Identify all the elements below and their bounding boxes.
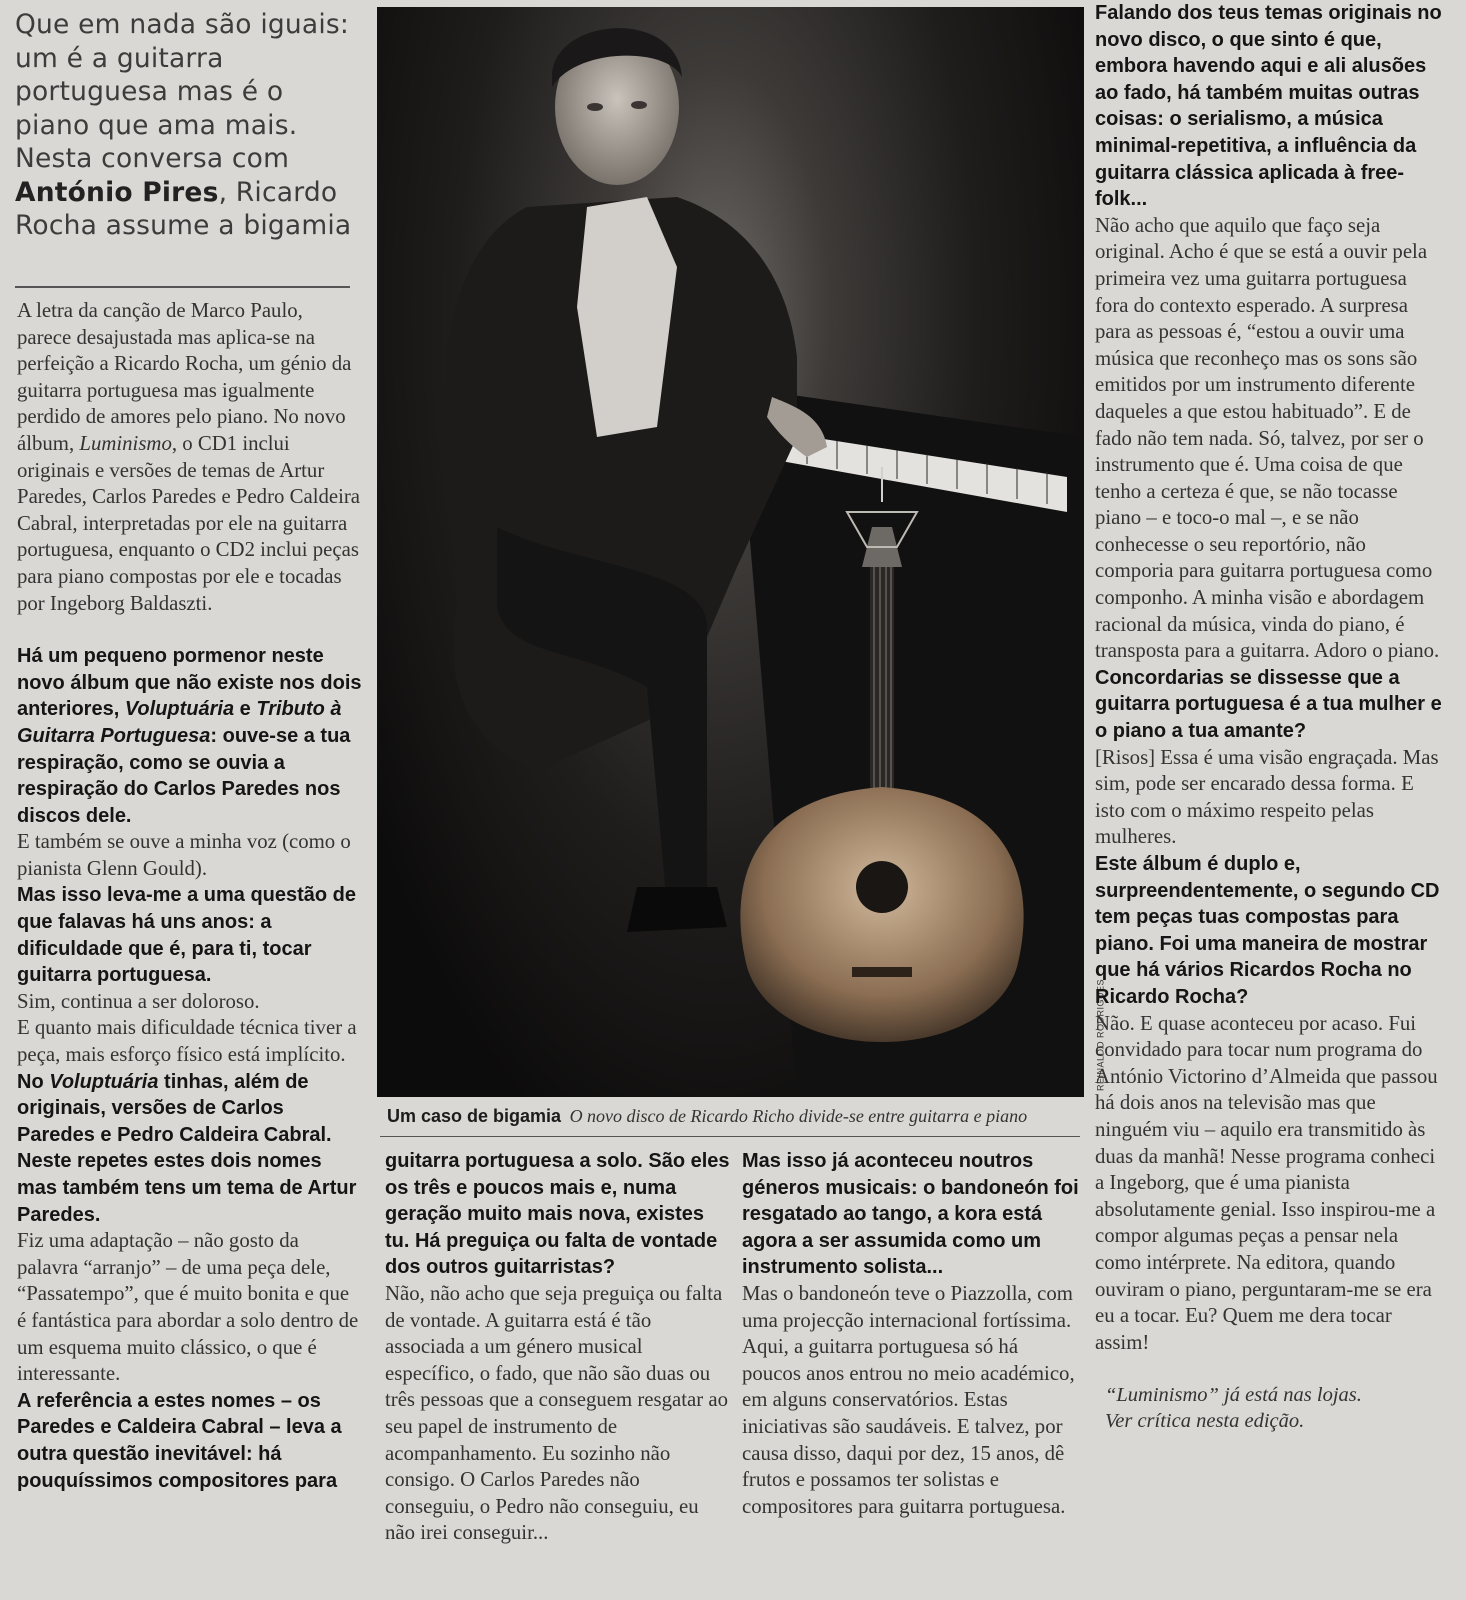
question: Concordarias se dissesse que a guitarra portuguesa é a tua mulher e o piano a tua amante?	[1095, 666, 1442, 743]
question: A referência a estes nomes – os Paredes e Caldeira Cabral – leva a outra questão inevitável: há pouquíssimos compositores para	[17, 1389, 342, 1492]
album-title: Luminismo	[79, 431, 172, 455]
answer: Não. E quase aconteceu por acaso. Fui convidado para tocar num programa do António Victorino d’Almeida que passou há dois anos na televisão mas que ninguém viu – aquilo era transmitido às duas da manhã! Nesse programa conheci a Ingeborg, que é uma pianista absolutamente genial. Isso inspirou-me a compor algumas peças a pensar nela como intérprete. Na editora, quando ouviram o piano, perguntaram-me se era eu a tocar. Eu? Quem me dera tocar assim!	[1095, 1011, 1438, 1354]
answer: Fiz uma adaptação – não gosto da palavra “arranjo” – de uma peça dele, “Passatempo”, que é muito bonita e que é fantástica para abordar a solo dentro de um esquema muito clássico, o que é interessante.	[17, 1229, 359, 1386]
lead-paragraph: A letra da canção de Marco Paulo, parece desajustada mas aplica-se na perfeição a Ricardo Rocha, um génio da guitarra portuguesa mas igualmente perdido de amores pelo piano. No novo álbum, Luminismo, o CD1 inclui originais e versões de temas de Artur Paredes, Carlos Paredes e Pedro Caldeira Cabral, interpretadas por ele na guitarra portuguesa, enquanto o CD2 inclui peças para piano compostas por ele e tocadas por Ingeborg Baldaszti.	[17, 299, 361, 615]
answer: E também se ouve a minha voz (como o pianista Glenn Gould).	[17, 830, 351, 880]
answer: Mas o bandoneón teve o Piazzolla, com uma projecção internacional fortíssima. Aqui, a guitarra portuguesa só há poucos anos entrou no meio académico, em alguns conservatórios. Estas iniciativas são saudáveis. E talvez, por causa disso, daqui por dez, 15 anos, dê frutos e possamos ter solistas e compositores para guitarra portuguesa.	[742, 1281, 1075, 1518]
caption-title: Um caso de bigamia	[387, 1106, 562, 1126]
column-4	[1095, 0, 1445, 1434]
question: guitarra portuguesa a solo. São eles os três e poucos mais e, numa geração muito mais nova, existes tu. Há preguiça ou falta de vontade dos outros guitarristas?	[385, 1150, 730, 1279]
standfirst-text: Que em nada são iguais: um é a guitarra portuguesa mas é o piano que ama mais. Nesta conversa com	[15, 9, 350, 174]
question: Mas isso já aconteceu noutros géneros musicais: o bandoneón foi resgatado ao tango, a kora está agora a ser assumida como um instrumento solista...	[742, 1150, 1079, 1279]
author-name: António Pires	[15, 176, 219, 208]
answer: Sim, continua a ser doloroso.	[17, 989, 260, 1013]
closing-note: “Luminismo” já está nas lojas.	[1105, 1384, 1362, 1407]
answer: E quanto mais dificuldade técnica tiver a peça, mais esforço físico está implícito.	[17, 1016, 357, 1067]
column-2	[385, 1148, 730, 1547]
closing-note: Ver crítica nesta edição.	[1105, 1410, 1305, 1433]
caption-divider	[380, 1136, 1080, 1137]
question: No Voluptuária tinhas, além de originais, versões de Carlos Paredes e Pedro Caldeira Cabral. Neste repetes estes dois nomes mas também tens um tema de Artur Paredes.	[17, 1070, 357, 1226]
photo-credit: REINALDO RODRIGUES	[1095, 978, 1106, 1092]
musician-with-guitar-illustration	[377, 7, 1084, 1097]
question: Falando dos teus temas originais no novo disco, o que sinto é que, embora havendo aqui e ali alusões ao fado, há também muitas outras coisas: o serialismo, a música minimal-repetitiva, a influência da guitarra clássica aplicada à free-folk...	[1095, 2, 1442, 211]
question: Mas isso leva-me a uma questão de que falavas há uns anos: a dificuldade que é, para ti, tocar guitarra portuguesa.	[17, 884, 357, 987]
question: Este álbum é duplo e, surpreendentemente, o segundo CD tem peças tuas compostas para piano. Foi uma maneira de mostrar que há vários Ricardos Rocha no Ricardo Rocha?	[1095, 853, 1440, 1008]
standfirst-text-end: , Ricardo Rocha assume a bigamia	[15, 176, 352, 241]
caption-text: O novo disco de Ricardo Richo divide-se entre guitarra e piano	[569, 1106, 1028, 1126]
standfirst	[15, 8, 355, 243]
column-3	[742, 1148, 1082, 1520]
answer: [Risos] Essa é uma visão engraçada. Mas sim, pode ser encarado dessa forma. E isto com o máximo respeito pelas mulheres.	[1095, 745, 1439, 849]
column-1	[17, 298, 362, 1494]
answer: Não acho que aquilo que faço seja original. Acho é que se está a ouvir pela primeira vez uma guitarra portuguesa fora do contexto esperado. A surpresa para as pessoas é, “estou a ouvir uma música que reconheço mas os sons são emitidos por um instrumento diferente daqueles a que estou habituado”. E de fado não tem nada. Só, talvez, por ser o instrumento que é. Uma coisa de que tenho a certeza é que, se não tocasse piano – e toco-o mal –, e se não conhecesse o seu reportório, não comporia para guitarra portuguesa como componho. A minha visão e abordagem racional da música, vinda do piano, é transposta para a guitarra. Adoro o piano.	[1095, 213, 1440, 663]
photo-caption	[387, 1106, 1087, 1127]
question: Há um pequeno pormenor neste novo álbum que não existe nos dois anteriores, Voluptuária e Tributo à Guitarra Portuguesa: ouve-se a tua respiração, como se ouvia a respiração do Carlos Paredes nos discos dele.	[17, 645, 362, 827]
answer: Não, não acho que seja preguiça ou falta de vontade. A guitarra está é tão associada a um género musical específico, o fado, que não são duas ou três pessoas que a conseguem resgatar ao seu papel de instrumento de acompanhamento. Eu sozinho não consigo. O Carlos Paredes não conseguiu, o Pedro não conseguiu, eu não irei conseguir...	[385, 1281, 729, 1545]
standfirst-divider	[15, 286, 350, 288]
portrait-photo	[377, 7, 1084, 1097]
